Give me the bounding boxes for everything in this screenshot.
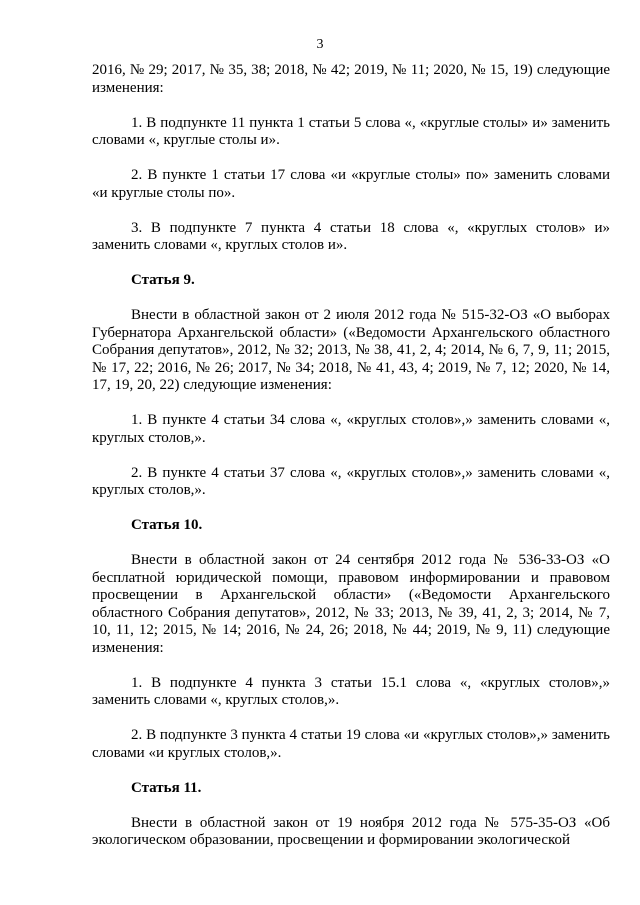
document-body (92, 62, 610, 850)
paragraph-article-9-intro: Внести в областной закон от 2 июля 2012 года № 515-32-ОЗ «О выборах Губернатора Архангельской области» («Ведомости Архангельского областного Собрания депутатов», 2012, № 32; 2013, № 38, 41, 2, 4; 2014, № 6, 7, 9, 11; 2015, № 17, 22; 2016, № 26; 2017, № 34; 2018, № 41, 43, 4; 2019, № 7, 12; 2020, № 14, 17, 19, 20, 22) следующие изменения: (92, 307, 610, 393)
paragraph-amendment-3: 3. В подпункте 7 пункта 4 статьи 18 слова «, «круглых столов» и» заменить словами «, круглых столов и». (92, 219, 610, 253)
article-heading-10: Статья 10. (131, 517, 203, 533)
paragraph-continuation: 2016, № 29; 2017, № 35, 38; 2018, № 42; 2019, № 11; 2020, № 15, 19) следующие изменения: (92, 62, 610, 96)
paragraph-amendment-1: 1. В подпункте 11 пункта 1 статьи 5 слова «, «круглые столы» и» заменить словами «, круглые столы и». (92, 114, 610, 148)
page-number: 3 (316, 37, 324, 52)
article-heading-11: Статья 11. (131, 779, 202, 796)
paragraph-amendment-2: 2. В пункте 1 статьи 17 слова «и «круглые столы» по» заменить словами «и круглые столы по». (92, 167, 610, 201)
paragraph-article-9-item-2: 2. В пункте 4 статьи 37 слова «, «круглых столов»,» заменить словами «, круглых столов,». (92, 464, 610, 498)
article-heading-9: Статья 9. (131, 272, 195, 288)
paragraph-article-10-item-2: 2. В подпункте 3 пункта 4 статьи 19 слова «и «круглых столов»,» заменить словами «и круглых столов,». (92, 727, 610, 761)
paragraph-article-10-item-1: 1. В подпункте 4 пункта 3 статьи 15.1 слова «, «круглых столов»,» заменить словами «, круглых столов,». (92, 674, 610, 708)
paragraph-article-11-intro: Внести в областной закон от 19 ноября 2012 года № 575-35-ОЗ «Об экологическом образовании, просвещении и формировании экологической (92, 814, 610, 848)
paragraph-article-10-intro: Внести в областной закон от 24 сентября 2012 года № 536-33-ОЗ «О бесплатной юридической помощи, правовом информировании и правовом просвещении в Архангельской области» («Ведомости Архангельского областного Собрания депутатов», 2012, № 33; 2013, № 39, 41, 2, 3; 2014, № 7, 10, 11, 12; 2015, № 14; 2016, № 24, 26; 2018, № 44; 2019, № 9, 11) следующие изменения: (92, 552, 610, 656)
paragraph-article-9-item-1: 1. В пункте 4 статьи 34 слова «, «круглых столов»,» заменить словами «, круглых столов,». (92, 412, 610, 446)
